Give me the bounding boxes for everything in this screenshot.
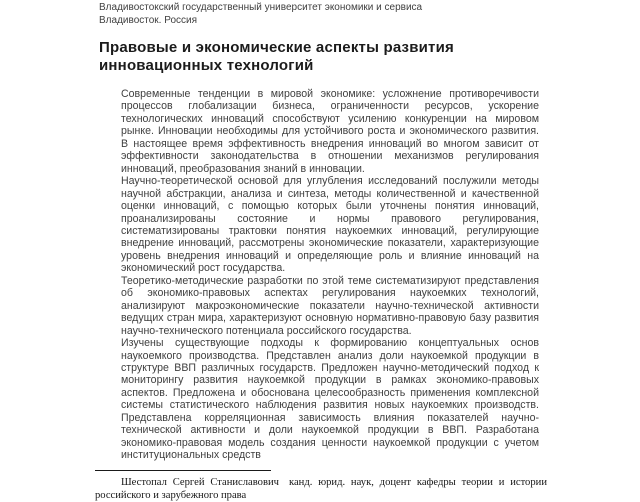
abstract-block [121,88,539,462]
affiliation-block [99,1,640,27]
abstract-paragraph: Современные тенденции в мировой экономике: усложнение противоречивости процессов глобализации бизнеса, ограниченности ресурсов, ускорение технологических инноваций способствуют усилению конкуренции на мировом рынке. Инновации необходимы для устойчивого роста и экономического развития. В настоящее время эффективность внедрения инноваций во многом зависит от эффективности законодательства в отношении механизмов регулирования инноваций, преобразования знаний в инновации. [121,88,539,175]
abstract-paragraph: Теоретико-методические разработки по этой теме систематизируют представления об экономико-правовых аспектах регулирования наукоемких технологий, анализируют макроэкономические показатели научно-технической активности ведущих стран мира, характеризуют основную нормативно-правовую базу развития научно-технического потенциала российского государства. [121,274,539,337]
paper-title: Правовые и экономические аспекты развития инновационных технологий [99,39,454,74]
footnote [95,476,547,502]
footnote-divider [95,470,271,471]
location-line: Владивосток. Россия [99,15,198,26]
footnote-author: Шестопал Сергей Станиславович [121,476,279,488]
abstract-paragraph: Изучены существующие подходы к формированию концептуальных основ наукоемкого производства. Представлен анализ доли наукоемкой продукции в структуре ВВП различных государств. Предложен научно-методический подход к мониторингу развития наукоемкой продукции в рамках экономико-правовых аспектов. Предложена и обоснована целесообразность применения комплексной системы статистического наблюдения развития новых наукоемких производств. Представлена корреляционная зависимость влияния показателей научно-технической активности и доли наукоемкой продукции в ВВП. Разработана экономико-правовая модель создания ценности наукоемкой продукции с учетом институциональных средств [121,337,539,462]
affiliation-line: Владивостокский государственный университет экономики и сервиса [99,2,423,13]
footnote-details: канд. юрид. наук, доцент кафедры теории и истории российского и зарубежного права [95,476,547,501]
abstract-paragraph: Научно-теоретической основой для углубления исследований послужили методы научной абстракции, анализа и синтеза, методы количественной и качественной оценки инноваций, с помощью которых были уточнены понятия инноваций, проанализированы состояние и нормы правового регулирования, систематизированы трактовки понятия наукоемких инноваций, регулирующие внедрение инноваций, рассмотрены экономические показатели, характеризующие уровень внедрения инноваций и определяющие роль и влияние инноваций на экономический рост государства. [121,175,539,275]
